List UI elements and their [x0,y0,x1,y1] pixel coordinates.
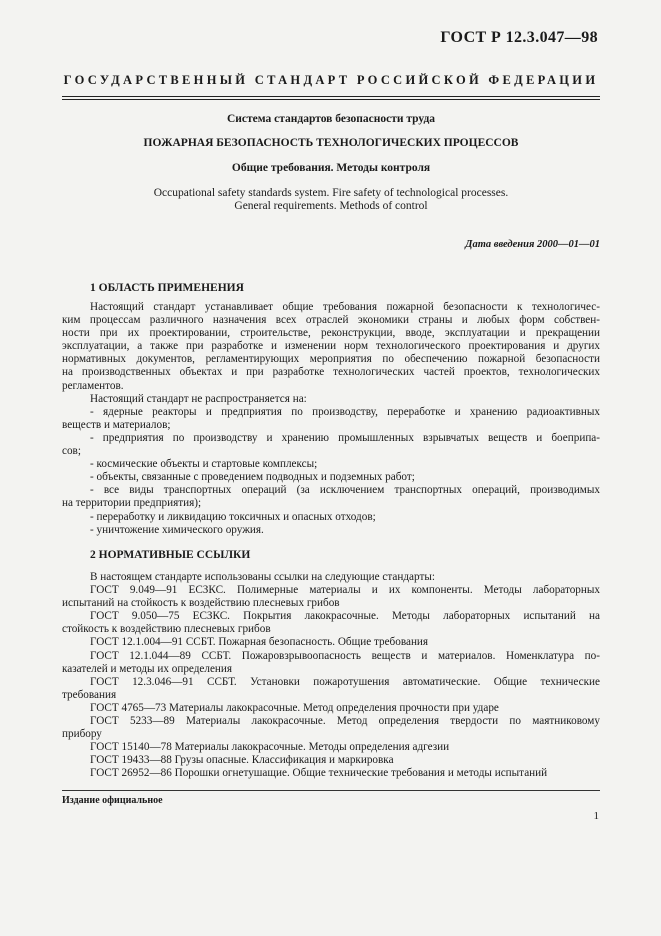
reference-line: стойкость к воздействию плесневых грибов [62,623,271,636]
official-edition-label: Издание официальное [62,795,163,806]
text-line: - ядерные реакторы и предприятия по производству, переработке и хранению радиоактивных [90,405,600,418]
section-heading-references: 2 НОРМАТИВНЫЕ ССЫЛКИ [90,549,251,561]
reference-line: казателей и методы их определения [62,662,233,675]
subtitle: Общие требования. Методы контроля [231,162,431,174]
document-number: ГОСТ Р 12.3.047—98 [440,29,598,46]
reference-line: ГОСТ 26952—86 Порошки огнетушащие. Общие технические требования и методы испытаний [90,767,548,780]
section-body-references [62,571,600,781]
english-title-line: General requirements. Methods of control [234,200,428,212]
text-line: Настоящий стандарт устанавливает общие требования пожарной безопасности к технологичес- [90,301,600,313]
reference-line: ГОСТ 12.1.044—89 ССБТ. Пожаровзрывоопасность веществ и материалов. Номенклатура по- [90,649,600,662]
footer-divider [62,790,600,791]
reference-line: испытаний на стойкость к воздействию плесневых грибов [62,597,340,610]
text-line: ности при их проектировании, строительстве, реконструкции, вводе, эксплуатации и прекращении [62,327,600,340]
text-line: - объекты, связанные с проведением подводных и подземных работ; [90,471,415,484]
reference-line: ГОСТ 9.049—91 ЕСЗКС. Полимерные материалы и их компоненты. Методы лабораторных [90,584,600,597]
reference-line: ГОСТ 4765—73 Материалы лакокрасочные. Метод определения прочности при ударе [90,701,499,714]
text-line: регламентов. [62,379,124,392]
reference-line: ГОСТ 9.050—75 ЕСЗКС. Покрытия лакокрасочные. Методы лабораторных испытаний на [90,610,600,623]
reference-line: ГОСТ 12.1.004—91 ССБТ. Пожарная безопасность. Общие требования [90,636,429,649]
section-heading-scope: 1 ОБЛАСТЬ ПРИМЕНЕНИЯ [90,282,244,294]
reference-line: прибору [62,728,102,741]
text-line: эксплуатации, а также при разработке и изменении норм технологического проектирования и других [62,340,600,353]
system-title: Система стандартов безопасности труда [226,113,436,125]
text-line: на территории предприятия); [62,497,202,510]
reference-line: ГОСТ 19433—88 Грузы опасные. Классификация и маркировка [90,754,394,767]
english-title-line: Occupational safety standards system. Fire safety of technological processes. [153,187,509,199]
reference-line: ГОСТ 5233—89 Материалы лакокрасочные. Метод определения твердости по маятниковому [90,715,600,728]
text-line: - все виды транспортных операций (за исключением транспортных операций, производимых [90,484,600,497]
header-divider [62,96,600,100]
text-line: веществ и материалов; [62,418,171,431]
reference-line: ГОСТ 15140—78 Материалы лакокрасочные. Методы определения адгезии [90,741,450,754]
text-line: В настоящем стандарте использованы ссылки на следующие стандарты: [90,571,435,583]
text-line: сов; [62,445,81,458]
text-line: - космические объекты и стартовые комплексы; [90,458,318,471]
reference-line: ГОСТ 12.3.046—91 ССБТ. Установки пожаротушения автоматические. Общие технические [90,675,600,688]
introduction-date: Дата введения 2000—01—01 [465,239,600,250]
english-title [62,187,600,213]
text-line: Настоящий стандарт не распространяется на: [90,392,307,405]
state-standard-heading: ГОСУДАРСТВЕННЫЙ СТАНДАРТ РОССИЙСКОЙ ФЕДЕРАЦИИ [63,73,599,87]
reference-line: требования [62,688,117,701]
text-line: на производственных объектах и при разработке технологических частей проектов, технологических [62,366,600,379]
page-number: 1 [593,810,599,822]
text-line: - переработку и ликвидацию токсичных и опасных отходов; [90,510,376,523]
text-line: - уничтожение химического оружия. [90,523,264,536]
text-line: ким процессам различного назначения всех отраслей экономики страны и любых форм собствен- [62,314,600,327]
text-line: - предприятия по производству и хранению промышленных взрывчатых веществ и боеприпа- [90,431,600,444]
text-line: нормативных документов, регламентирующих мероприятия по обеспечению пожарной безопасности [62,353,600,366]
main-title: ПОЖАРНАЯ БЕЗОПАСНОСТЬ ТЕХНОЛОГИЧЕСКИХ ПРОЦЕССОВ [143,137,519,149]
section-body-scope [62,301,600,537]
